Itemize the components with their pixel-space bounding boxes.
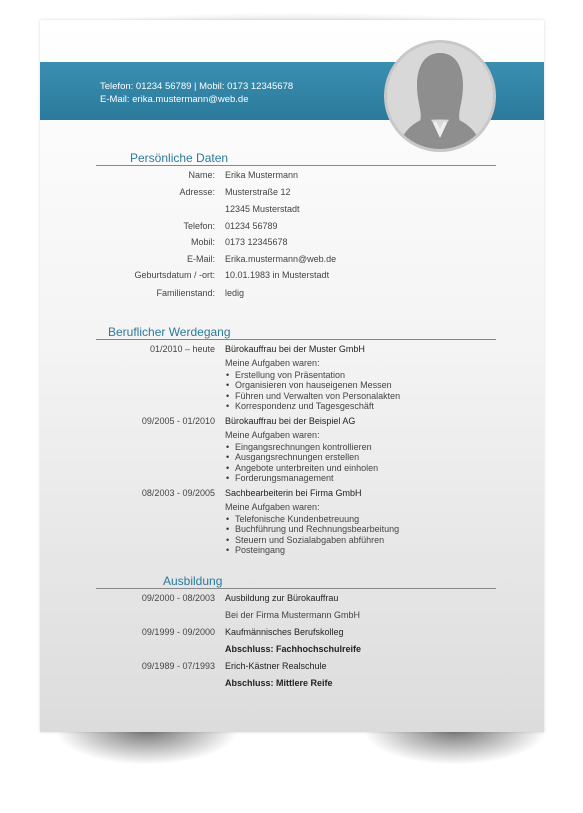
career-tasks-label: Meine Aufgaben waren: [225,430,320,440]
value-email: Erika.mustermann@web.de [225,254,337,264]
list-item: • Forderungsmanagement [235,473,378,483]
education-degree: Abschluss: Fachhochschulreife [225,644,362,654]
list-item: • Eingangsrechnungen kontrollieren [235,442,378,452]
career-tasks-label: Meine Aufgaben waren: [225,502,320,512]
value-street: Musterstraße 12 [225,187,291,197]
education-school: Kaufmännisches Berufskolleg [225,627,344,637]
value-phone: 01234 56789 [225,221,278,231]
list-item: • Erstellung von Präsentation [235,370,400,380]
list-item: • Posteingang [235,545,399,555]
education-degree: Abschluss: Mittlere Reife [225,678,333,688]
label-birth: Geburtsdatum / -ort: [134,270,215,280]
education-school: Erich-Kästner Realschule [225,661,327,671]
career-position: Bürokauffrau bei der Beispiel AG [225,416,356,426]
list-item: • Korrespondenz und Tagesgeschäft [235,401,400,411]
career-task-list [225,370,400,411]
career-period: 09/2005 - 01/2010 [141,416,215,426]
section-title-personal: Persönliche Daten [130,151,229,165]
contact-block [100,80,293,106]
section-divider [96,165,496,166]
list-item: • Steuern und Sozialabgaben abführen [235,535,399,545]
value-birth: 10.01.1983 in Musterstadt [225,270,330,280]
career-position: Bürokauffrau bei der Muster GmbH [225,344,365,354]
profile-photo [384,40,496,152]
contact-phone-line: Telefon: 01234 56789 | Mobil: 0173 12345678 [100,81,294,92]
label-email: E-Mail: [186,254,215,264]
section-divider [96,588,496,589]
section-divider [96,339,496,340]
paper-shadow-right [360,726,550,766]
list-item: • Angebote unterbreiten und einholen [235,463,378,473]
career-task-list [225,442,378,483]
label-phone: Telefon: [183,221,215,231]
label-name: Name: [188,170,215,180]
value-mobile: 0173 12345678 [225,237,288,247]
list-item: • Ausgangsrechnungen erstellen [235,452,378,462]
career-period: 01/2010 – heute [149,344,215,354]
paper-shadow-left [52,726,242,766]
career-position: Sachbearbeiterin bei Firma GmbH [225,488,362,498]
career-task-list [225,514,399,555]
value-city: 12345 Musterstadt [225,204,300,214]
list-item: • Telefonische Kundenbetreuung [235,514,399,524]
contact-email-line: E-Mail: erika.mustermann@web.de [100,94,249,105]
education-period: 09/1989 - 07/1993 [141,661,215,671]
list-item: • Organisieren von hauseigenen Messen [235,380,400,390]
label-mobile: Mobil: [190,237,215,247]
education-period: 09/2000 - 08/2003 [141,593,215,603]
education-detail: Bei der Firma Mustermann GmbH [225,610,361,620]
list-item: • Führen und Verwalten von Personalakten [235,391,400,401]
education-school: Ausbildung zur Bürokauffrau [225,593,339,603]
education-period: 09/1999 - 09/2000 [141,627,215,637]
career-tasks-label: Meine Aufgaben waren: [225,358,320,368]
value-name: Erika Mustermann [225,170,299,180]
label-marital: Familienstand: [156,288,215,298]
person-silhouette-icon [387,43,493,149]
list-item: • Buchführung und Rechnungsbearbeitung [235,524,399,534]
section-title-education: Ausbildung [163,574,223,588]
label-address: Adresse: [179,187,215,197]
section-title-career: Beruflicher Werdegang [108,325,231,339]
career-period: 08/2003 - 09/2005 [141,488,215,498]
value-marital: ledig [225,288,245,298]
